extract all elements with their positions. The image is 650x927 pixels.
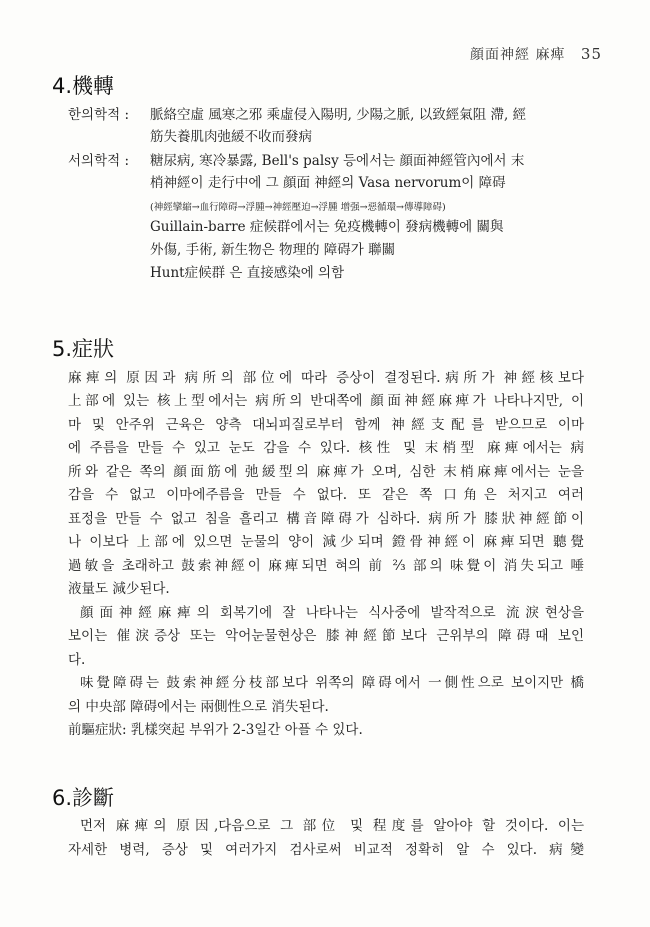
body-line: 上部에 있는 核上型에서는 病所의 반대쪽에 顔面神經麻痺가 나타나지만, 이 bbox=[68, 393, 584, 409]
body-line: 표정을 만들 수 없고 침을 흘리고 構音障碍가 심하다. 病所가 膝狀神經節이 bbox=[68, 511, 584, 527]
section-6-title: 6.診斷 bbox=[52, 786, 115, 810]
body-line: 過敏을 초래하고 鼓索神經이 麻痺되면 혀의 前 ⅔ 部의 味覺이 消失되고 唾 bbox=[68, 558, 584, 574]
body-line: 液量도 減少된다. bbox=[68, 581, 170, 597]
western-med-line: 梢神經이 走行中에 그 顔面 神經의 Vasa nervorum이 障碍 bbox=[150, 175, 506, 191]
body-line: 麻痺의 原因과 病所의 部位에 따라 증상이 결정된다.病所가 神經核보다 bbox=[68, 370, 584, 386]
body-line: 다. bbox=[68, 652, 86, 668]
body-line: 먼저 麻痺의 原因,다음으로 그 部位 및 程度를 알아야 할 것이다. 이는 bbox=[80, 818, 584, 834]
body-line: 의 中央部 障碍에서는 兩側性으로 消失된다. bbox=[68, 699, 329, 715]
western-med-line: 糖尿病, 寒冷暴露, Bell's palsy 등에서는 顔面神經管內에서 末 bbox=[150, 153, 525, 169]
western-med-line: Guillain-barre 症候群에서는 免疫機轉이 發病機轉에 關與 bbox=[150, 219, 504, 235]
body-line: 에 주름을 만들 수 있고 눈도 감을 수 있다. 核性 및 末梢型 麻痺에서는 病 bbox=[68, 440, 584, 456]
body-line: 味覺障碍는 鼓索神經分枝部보다 위쪽의 障碍에서 一側性으로 보이지만 橋 bbox=[80, 675, 584, 691]
page-number: 35 bbox=[580, 45, 602, 63]
western-med-line: Hunt症候群 은 直接感染에 의함 bbox=[150, 265, 345, 281]
western-med-label: 서의학적 : bbox=[68, 153, 130, 169]
korean-med-line: 筋失養肌肉弛緩不收而發病 bbox=[150, 129, 312, 145]
body-line: 마 및 안주위 근육은 양측 대뇌피질로부터 함께 神經支配를 받으므로 이마 bbox=[68, 417, 584, 433]
body-line: 顔面神經麻痺의 회복기에 잘 나타나는 식사중에 발작적으로 流淚현상을 bbox=[80, 605, 584, 621]
prodromal-line: 前驅症狀: 乳樣突起 부위가 2-3일간 아플 수 있다. bbox=[68, 722, 363, 738]
body-line: 나 이보다 上部에 있으면 눈물의 양이 減少되며 鐙骨神經이 麻痺되면 聽覺 bbox=[68, 534, 584, 550]
korean-med-label: 한의학적 : bbox=[68, 107, 130, 123]
header-title: 顔面神經 麻痺 bbox=[470, 47, 566, 63]
section-4-title: 4.機轉 bbox=[52, 74, 115, 98]
body-line: 감을 수 없고 이마에주름을 만들 수 없다. 또 같은 쪽 口角은 처지고 여러 bbox=[68, 487, 584, 503]
body-line: 所와 같은 쪽의 顔面筋에 弛緩型의 麻痺가 오며, 심한 末梢麻痺에서는 눈을 bbox=[68, 464, 584, 480]
body-line: 보이는 催淚증상 또는 악어눈물현상은 膝神經節보다 근위부의 障碍때 보인 bbox=[68, 628, 584, 644]
western-med-line: 外傷, 手術, 新生物은 物理的 障碍가 聯關 bbox=[150, 242, 396, 258]
pathway-chain: (神經攣縮→血行障碍→浮腫→神經壓迫→浮腫 增强→惡循環→傳導障碍) bbox=[150, 202, 446, 213]
section-5-title: 5.症狀 bbox=[52, 337, 115, 361]
korean-med-line: 脈絡空虛 風寒之邪 乘虛侵入陽明, 少陽之脈, 以致經氣阻 滯, 經 bbox=[150, 107, 527, 123]
body-line: 자세한 병력, 증상 및 여러가지 검사로써 비교적 정확히 알 수 있다. 病變 bbox=[68, 842, 584, 858]
running-header bbox=[470, 44, 602, 64]
